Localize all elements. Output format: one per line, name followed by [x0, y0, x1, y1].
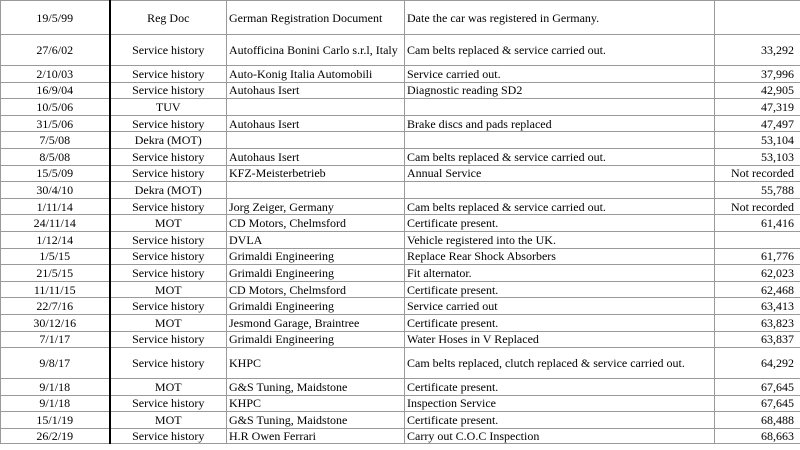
- description-cell: Certificate present.: [405, 412, 715, 429]
- mileage-cell: 37,996: [715, 66, 800, 83]
- date-cell: 10/5/06: [1, 99, 110, 116]
- mileage-cell: 68,663: [715, 428, 800, 443]
- date-cell: 15/1/19: [1, 412, 110, 429]
- record-type-cell: MOT: [110, 314, 227, 331]
- mileage-cell: 62,023: [715, 265, 800, 282]
- table-row: [1, 66, 800, 83]
- table-row: [1, 395, 800, 412]
- mileage-cell: 33,292: [715, 35, 800, 66]
- date-cell: 9/1/18: [1, 395, 110, 412]
- record-type-cell: Service history: [110, 331, 227, 348]
- record-type-cell: Dekra (MOT): [110, 132, 227, 149]
- description-cell: Replace Rear Shock Absorbers: [405, 248, 715, 265]
- issuer-cell: KHPC: [227, 348, 405, 379]
- mileage-cell: 42,905: [715, 82, 800, 99]
- table-row: [1, 215, 800, 232]
- date-cell: 22/7/16: [1, 298, 110, 315]
- record-type-cell: Service history: [110, 82, 227, 99]
- date-cell: 9/8/17: [1, 348, 110, 379]
- record-type-cell: Service history: [110, 298, 227, 315]
- table-row: [1, 182, 800, 199]
- date-cell: 2/10/03: [1, 66, 110, 83]
- mileage-cell: [715, 1, 800, 35]
- table-row: [1, 231, 800, 248]
- issuer-cell: CD Motors, Chelmsford: [227, 215, 405, 232]
- description-cell: Inspection Service: [405, 395, 715, 412]
- date-cell: 30/12/16: [1, 314, 110, 331]
- table-row: [1, 265, 800, 282]
- table-row: [1, 82, 800, 99]
- mileage-cell: Not recorded: [715, 198, 800, 215]
- date-cell: 27/6/02: [1, 35, 110, 66]
- issuer-cell: H.R Owen Ferrari: [227, 428, 405, 443]
- date-cell: 19/5/99: [1, 1, 110, 35]
- description-cell: Service carried out: [405, 298, 715, 315]
- record-type-cell: TUV: [110, 99, 227, 116]
- mileage-cell: 47,319: [715, 99, 800, 116]
- table-row: [1, 331, 800, 348]
- record-type-cell: Service history: [110, 66, 227, 83]
- description-cell: Cam belts replaced & service carried out.: [405, 198, 715, 215]
- record-type-cell: Service history: [110, 348, 227, 379]
- mileage-cell: 64,292: [715, 348, 800, 379]
- issuer-cell: Auto-Konig Italia Automobili: [227, 66, 405, 83]
- description-cell: Water Hoses in V Replaced: [405, 331, 715, 348]
- description-cell: Cam belts replaced & service carried out.: [405, 148, 715, 165]
- description-cell: Certificate present.: [405, 314, 715, 331]
- issuer-cell: DVLA: [227, 231, 405, 248]
- table-row: [1, 115, 800, 132]
- record-type-cell: Service history: [110, 35, 227, 66]
- mileage-cell: 63,823: [715, 314, 800, 331]
- date-cell: 1/12/14: [1, 231, 110, 248]
- description-cell: Vehicle registered into the UK.: [405, 231, 715, 248]
- record-type-cell: Service history: [110, 248, 227, 265]
- date-cell: 9/1/18: [1, 379, 110, 396]
- date-cell: 8/5/08: [1, 148, 110, 165]
- table-row: [1, 148, 800, 165]
- record-type-cell: Service history: [110, 428, 227, 443]
- date-cell: 24/11/14: [1, 215, 110, 232]
- record-type-cell: Service history: [110, 148, 227, 165]
- table-row: [1, 1, 800, 35]
- issuer-cell: G&S Tuning, Maidstone: [227, 412, 405, 429]
- date-cell: 1/5/15: [1, 248, 110, 265]
- table-row: [1, 412, 800, 429]
- date-cell: 1/11/14: [1, 198, 110, 215]
- description-cell: Fit alternator.: [405, 265, 715, 282]
- table-row: [1, 379, 800, 396]
- table-row: [1, 298, 800, 315]
- mileage-cell: 63,413: [715, 298, 800, 315]
- mileage-cell: 63,837: [715, 331, 800, 348]
- issuer-cell: Jesmond Garage, Braintree: [227, 314, 405, 331]
- record-type-cell: Service history: [110, 395, 227, 412]
- record-type-cell: MOT: [110, 215, 227, 232]
- issuer-cell: G&S Tuning, Maidstone: [227, 379, 405, 396]
- table-row: [1, 248, 800, 265]
- mileage-cell: Not recorded: [715, 165, 800, 182]
- description-cell: Annual Service: [405, 165, 715, 182]
- issuer-cell: Autohaus Isert: [227, 115, 405, 132]
- issuer-cell: KHPC: [227, 395, 405, 412]
- issuer-cell: Grimaldi Engineering: [227, 265, 405, 282]
- issuer-cell: Jorg Zeiger, Germany: [227, 198, 405, 215]
- mileage-cell: 53,104: [715, 132, 800, 149]
- date-cell: 15/5/09: [1, 165, 110, 182]
- table-row: [1, 35, 800, 66]
- mileage-cell: [715, 231, 800, 248]
- date-cell: 16/9/04: [1, 82, 110, 99]
- issuer-cell: [227, 182, 405, 199]
- record-type-cell: MOT: [110, 412, 227, 429]
- date-cell: 7/5/08: [1, 132, 110, 149]
- table-row: [1, 348, 800, 379]
- record-type-cell: Reg Doc: [110, 1, 227, 35]
- mileage-cell: 47,497: [715, 115, 800, 132]
- record-type-cell: Service history: [110, 198, 227, 215]
- description-cell: Brake discs and pads replaced: [405, 115, 715, 132]
- issuer-cell: [227, 99, 405, 116]
- date-cell: 26/2/19: [1, 428, 110, 443]
- issuer-cell: KFZ-Meisterbetrieb: [227, 165, 405, 182]
- table-row: [1, 314, 800, 331]
- description-cell: Cam belts replaced, clutch replaced & service carried out.: [405, 348, 715, 379]
- table-row: [1, 165, 800, 182]
- date-cell: 31/5/06: [1, 115, 110, 132]
- table-row: [1, 132, 800, 149]
- issuer-cell: Grimaldi Engineering: [227, 298, 405, 315]
- issuer-cell: Grimaldi Engineering: [227, 331, 405, 348]
- description-cell: Service carried out.: [405, 66, 715, 83]
- mileage-cell: 55,788: [715, 182, 800, 199]
- mileage-cell: 67,645: [715, 379, 800, 396]
- record-type-cell: Service history: [110, 231, 227, 248]
- description-cell: Certificate present.: [405, 379, 715, 396]
- table-row: [1, 428, 800, 443]
- description-cell: Carry out C.O.C Inspection: [405, 428, 715, 443]
- mileage-cell: 62,468: [715, 281, 800, 298]
- mileage-cell: 61,416: [715, 215, 800, 232]
- issuer-cell: German Registration Document: [227, 1, 405, 35]
- issuer-cell: CD Motors, Chelmsford: [227, 281, 405, 298]
- record-type-cell: Service history: [110, 115, 227, 132]
- mileage-cell: 67,645: [715, 395, 800, 412]
- description-cell: Cam belts replaced & service carried out.: [405, 35, 715, 66]
- issuer-cell: Autohaus Isert: [227, 82, 405, 99]
- date-cell: 11/11/15: [1, 281, 110, 298]
- date-cell: 30/4/10: [1, 182, 110, 199]
- record-type-cell: Dekra (MOT): [110, 182, 227, 199]
- issuer-cell: Grimaldi Engineering: [227, 248, 405, 265]
- record-type-cell: Service history: [110, 265, 227, 282]
- issuer-cell: Autofficina Bonini Carlo s.r.l, Italy: [227, 35, 405, 66]
- table-row: [1, 281, 800, 298]
- issuer-cell: Autohaus Isert: [227, 148, 405, 165]
- table-row: [1, 99, 800, 116]
- description-cell: [405, 182, 715, 199]
- description-cell: Certificate present.: [405, 281, 715, 298]
- description-cell: Certificate present.: [405, 215, 715, 232]
- mileage-cell: 61,776: [715, 248, 800, 265]
- description-cell: Date the car was registered in Germany.: [405, 1, 715, 35]
- record-type-cell: MOT: [110, 281, 227, 298]
- description-cell: [405, 99, 715, 116]
- mileage-cell: 53,103: [715, 148, 800, 165]
- table-row: [1, 198, 800, 215]
- record-type-cell: Service history: [110, 165, 227, 182]
- issuer-cell: [227, 132, 405, 149]
- mileage-cell: 68,488: [715, 412, 800, 429]
- record-type-cell: MOT: [110, 379, 227, 396]
- description-cell: [405, 132, 715, 149]
- date-cell: 7/1/17: [1, 331, 110, 348]
- date-cell: 21/5/15: [1, 265, 110, 282]
- description-cell: Diagnostic reading SD2: [405, 82, 715, 99]
